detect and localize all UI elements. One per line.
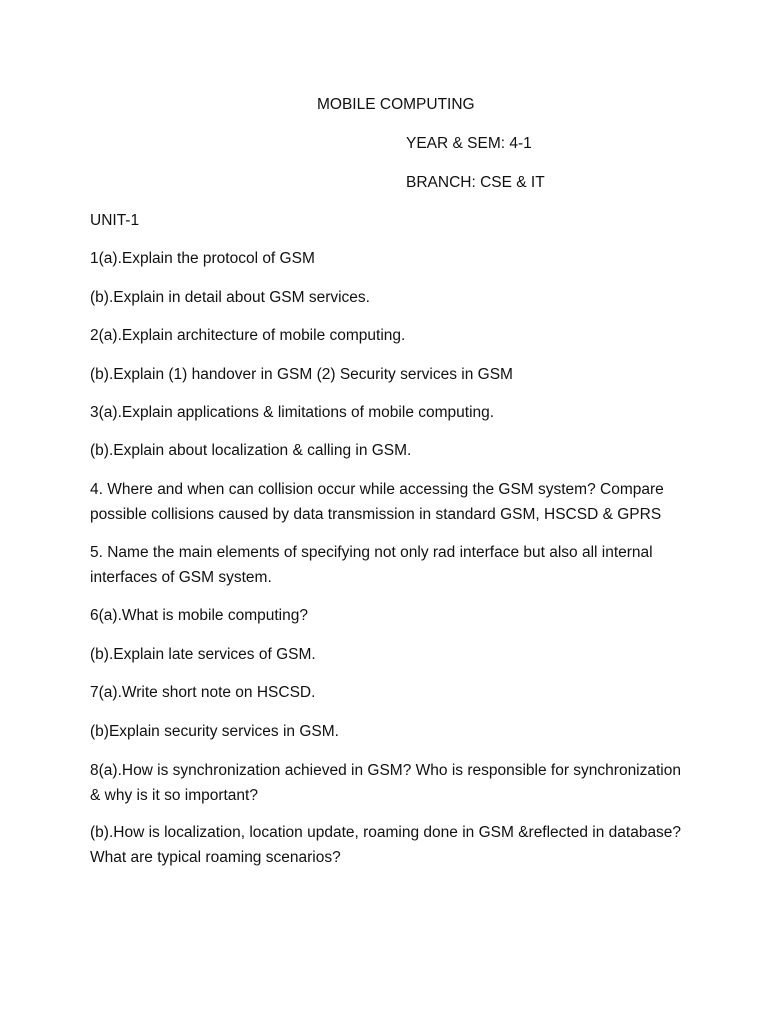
unit-heading: UNIT-1 — [90, 212, 140, 229]
question-3a: 3(a).Explain applications & limitations of mobile computing. — [90, 404, 495, 421]
question-3b: (b).Explain about localization & calling in GSM. — [90, 442, 412, 459]
question-6a: 6(a).What is mobile computing? — [90, 607, 308, 624]
question-7a: 7(a).Write short note on HSCSD. — [90, 684, 316, 701]
question-8a: 8(a).How is synchronization achieved in GSM? Who is responsible for synchronization & why is it so important? — [90, 762, 681, 804]
question-6b: (b).Explain late services of GSM. — [90, 646, 316, 663]
question-2a: 2(a).Explain architecture of mobile computing. — [90, 327, 406, 344]
page-title: MOBILE COMPUTING — [317, 96, 475, 113]
question-4: 4. Where and when can collision occur while accessing the GSM system? Compare possible collisions caused by data transmission in standard GSM, HSCSD & GPRS — [90, 481, 664, 523]
question-1a: 1(a).Explain the protocol of GSM — [90, 250, 315, 267]
question-7b: (b)Explain security services in GSM. — [90, 723, 339, 740]
question-8b: (b).How is localization, location update, roaming done in GSM &reflected in database? What are typical roaming scenarios? — [90, 824, 682, 866]
question-1b: (b).Explain in detail about GSM services. — [90, 289, 370, 306]
branch-label: BRANCH: CSE & IT — [406, 174, 545, 191]
question-2b: (b).Explain (1) handover in GSM (2) Security services in GSM — [90, 366, 513, 383]
question-5: 5. Name the main elements of specifying not only rad interface but also all internal interfaces of GSM system. — [90, 544, 653, 586]
year-sem-label: YEAR & SEM: 4-1 — [406, 135, 532, 152]
